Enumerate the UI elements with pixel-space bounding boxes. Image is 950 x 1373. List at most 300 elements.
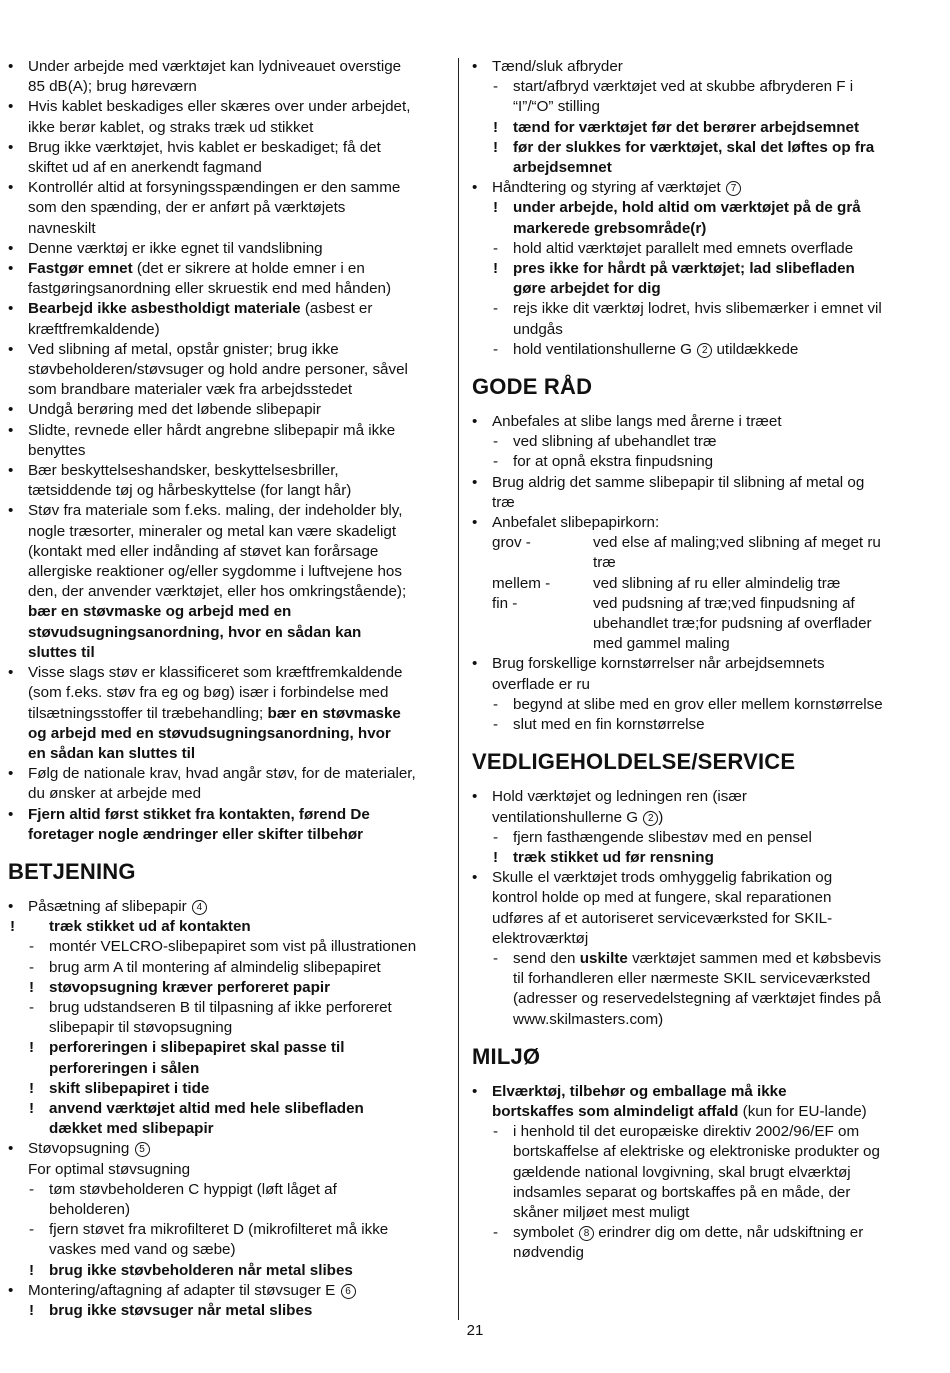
sub-item bbox=[472, 198, 914, 218]
bullet-marker: • bbox=[8, 138, 14, 156]
text-span: Anbefales at slibe langs med årerne i træet bbox=[492, 413, 782, 431]
text-span: overflade er ru bbox=[492, 675, 590, 693]
bullet-item bbox=[472, 178, 914, 198]
warning-marker: ! bbox=[29, 1039, 35, 1057]
column-divider bbox=[458, 58, 459, 1320]
text-line bbox=[472, 1183, 914, 1203]
dash-marker: - bbox=[29, 998, 35, 1016]
text-span: Hold værktøjet og ledningen ren (især bbox=[492, 788, 747, 806]
text-span: Undgå berøring med det løbende slibepapir bbox=[28, 401, 321, 419]
bullet-marker: • bbox=[8, 897, 14, 915]
dash-marker: - bbox=[493, 1224, 499, 1242]
bullet-marker: • bbox=[472, 1082, 478, 1100]
text-span: Fjern altid først stikket fra kontakten, førend De bbox=[28, 805, 370, 823]
text-span: skåner miljøet mest muligt bbox=[513, 1203, 690, 1221]
text-span: bortskaffes som almindeligt affald bbox=[492, 1102, 739, 1120]
text-line bbox=[472, 1243, 914, 1263]
text-line bbox=[472, 1203, 914, 1223]
text-span: nogle træsorter, mineraler og metal kan være skadeligt bbox=[28, 522, 397, 540]
text-line bbox=[472, 675, 914, 695]
bullet-marker: • bbox=[8, 805, 14, 823]
text-line bbox=[8, 219, 448, 239]
text-span: kontrol holde op med at fungere, skal reparationen bbox=[492, 889, 832, 907]
section-heading: VEDLIGEHOLDELSE/SERVICE bbox=[472, 749, 796, 775]
text-line bbox=[472, 219, 914, 239]
text-span: udføres af et autoriseret serviceværksted for SKIL- bbox=[492, 909, 833, 927]
warning-marker: ! bbox=[493, 138, 499, 156]
left-column bbox=[8, 57, 448, 1321]
figure-reference-number: 8 bbox=[579, 1226, 594, 1241]
text-span: brug ikke støvsuger når metal slibes bbox=[49, 1301, 313, 1319]
bullet-item bbox=[8, 299, 448, 319]
text-span: nødvendig bbox=[513, 1244, 584, 1262]
text-span: en sådan kan sluttes til bbox=[28, 744, 196, 762]
text-span: træk stikket ud af kontakten bbox=[49, 918, 251, 936]
text-line bbox=[472, 493, 914, 513]
text-line bbox=[8, 158, 448, 178]
text-span: træ bbox=[492, 493, 515, 511]
bullet-marker: • bbox=[8, 98, 14, 116]
bullet-marker: • bbox=[472, 179, 478, 197]
text-span: utildækkede bbox=[712, 340, 799, 358]
bullet-item bbox=[8, 340, 448, 360]
grit-row bbox=[472, 574, 914, 594]
text-span: indsamles separat og bortskaffes på en måde, der bbox=[513, 1183, 851, 1201]
text-span: værktøjet sammen med et købsbevis bbox=[627, 949, 882, 967]
sub-item bbox=[8, 937, 448, 957]
bullet-item bbox=[8, 805, 448, 825]
bullet-item bbox=[8, 178, 448, 198]
text-span: støvbeholderen/støvsuger og hold andre personer, såvel bbox=[28, 361, 408, 379]
text-line bbox=[8, 1119, 448, 1139]
text-line bbox=[8, 380, 448, 400]
text-span: uskilte bbox=[579, 949, 628, 967]
text-span: gældende national lovgivning, skal brugt elværktøj bbox=[513, 1163, 851, 1181]
dash-marker: - bbox=[493, 828, 499, 846]
sub-item bbox=[8, 1220, 448, 1240]
bullet-marker: • bbox=[472, 413, 478, 431]
grit-label: fin - bbox=[492, 594, 518, 612]
dash-marker: - bbox=[493, 300, 499, 318]
text-span: Følg de nationale krav, hvad angår støv, for de materialer, bbox=[28, 765, 416, 783]
sub-item bbox=[472, 695, 914, 715]
dash-marker: - bbox=[493, 78, 499, 96]
text-span: Anbefalet slibepapirkorn: bbox=[492, 514, 660, 532]
text-span: anvend værktøjet altid med hele slibefladen bbox=[49, 1099, 364, 1117]
section-heading: GODE RÅD bbox=[472, 374, 593, 400]
bullet-marker: • bbox=[8, 260, 14, 278]
figure-reference-number: 2 bbox=[643, 811, 658, 826]
text-span: for at opnå ekstra finpudsning bbox=[513, 453, 714, 471]
dash-marker: - bbox=[493, 949, 499, 967]
bullet-marker: • bbox=[8, 502, 14, 520]
text-span: Elværktøj, tilbehør og emballage må ikke bbox=[492, 1082, 787, 1100]
text-line bbox=[472, 1163, 914, 1183]
section-heading: MILJØ bbox=[472, 1043, 541, 1069]
text-line bbox=[8, 562, 448, 582]
sub-item bbox=[8, 1079, 448, 1099]
text-span: markerede grebsområde(r) bbox=[513, 219, 707, 237]
text-span: hold altid værktøjet parallelt med emnets overflade bbox=[513, 239, 854, 257]
warning-marker: ! bbox=[29, 1099, 35, 1117]
text-span: du ønsker at arbejde med bbox=[28, 785, 202, 803]
text-line bbox=[8, 1018, 448, 1038]
text-span: den, der anvender værktøjet, eller hos omkringstående); bbox=[28, 583, 407, 601]
text-line bbox=[8, 522, 448, 542]
text-line bbox=[8, 724, 448, 744]
text-span: tætsiddende tøj og hårbeskyttelse (for langt hår) bbox=[28, 482, 352, 500]
text-span: ikke berør kablet, og straks træk ud stikket bbox=[28, 118, 314, 136]
text-line bbox=[8, 623, 448, 643]
text-span: perforeringen i slibepapiret skal passe til bbox=[49, 1039, 345, 1057]
text-span: perforeringen i sålen bbox=[49, 1059, 200, 1077]
text-span: Brug forskellige kornstørrelser når arbejdsemnets bbox=[492, 655, 825, 673]
warning-marker: ! bbox=[493, 118, 499, 136]
sub-item bbox=[8, 1180, 448, 1200]
bullet-marker: • bbox=[8, 179, 14, 197]
bullet-marker: • bbox=[8, 300, 14, 318]
text-span: (som f.eks. støv fra eg og bøg) især i forbindelse med bbox=[28, 684, 389, 702]
text-line bbox=[8, 643, 448, 663]
grit-label: grov - bbox=[492, 534, 531, 552]
bullet-marker: • bbox=[472, 788, 478, 806]
sub-item bbox=[8, 998, 448, 1018]
text-line bbox=[472, 888, 914, 908]
spacer bbox=[472, 1030, 914, 1044]
text-span: til forhandleren eller nærmeste SKIL serviceværksted bbox=[513, 970, 871, 988]
bullet-marker: • bbox=[472, 514, 478, 532]
text-span: bortskaffelse af elektriske og elektroniske produkter og bbox=[513, 1143, 880, 1161]
page-number: 21 bbox=[466, 1322, 484, 1339]
bullet-item bbox=[472, 1082, 914, 1102]
text-line bbox=[8, 1160, 448, 1180]
bullet-marker: • bbox=[472, 869, 478, 887]
text-span: tøm støvbeholderen C hyppigt (løft låget af bbox=[49, 1180, 337, 1198]
sub-item bbox=[8, 1038, 448, 1058]
text-line bbox=[472, 279, 914, 299]
text-line bbox=[8, 542, 448, 562]
bullet-item bbox=[8, 663, 448, 683]
text-span: www.skilmasters.com) bbox=[513, 1010, 664, 1028]
text-line bbox=[8, 744, 448, 764]
text-line bbox=[8, 1059, 448, 1079]
sub-item bbox=[472, 1223, 914, 1243]
text-span: Slidte, revnede eller hårdt angrebne slibepapir må ikke bbox=[28, 421, 396, 439]
sub-item bbox=[472, 949, 914, 969]
sub-item bbox=[472, 1122, 914, 1142]
text-span: Støvopsugning bbox=[28, 1140, 134, 1158]
text-line bbox=[8, 198, 448, 218]
figure-reference-number: 7 bbox=[726, 181, 741, 196]
bullet-marker: • bbox=[472, 473, 478, 491]
grit-description: ved slibning af ru eller almindelig træ bbox=[593, 574, 841, 592]
sub-item bbox=[472, 452, 914, 472]
text-span: symbolet bbox=[513, 1224, 578, 1242]
bullet-item bbox=[8, 501, 448, 521]
sub-item bbox=[8, 1261, 448, 1281]
bullet-item bbox=[472, 787, 914, 807]
bullet-item bbox=[472, 513, 914, 533]
bullet-marker: • bbox=[8, 421, 14, 439]
bullet-marker: • bbox=[8, 462, 14, 480]
text-span: Bær beskyttelseshandsker, beskyttelsesbriller, bbox=[28, 462, 339, 480]
warning-marker: ! bbox=[493, 199, 499, 217]
text-line bbox=[8, 784, 448, 804]
text-span: 85 dB(A); brug høreværn bbox=[28, 78, 197, 96]
bullet-marker: • bbox=[472, 655, 478, 673]
text-span: fjern støvet fra mikrofilteret D (mikrofilteret må ikke bbox=[49, 1221, 389, 1239]
grit-description: ved else af maling;ved slibning af meget ru træ bbox=[593, 534, 881, 572]
text-line bbox=[8, 77, 448, 97]
sub-item bbox=[8, 1301, 448, 1321]
text-line bbox=[472, 808, 914, 828]
text-span: Støv fra materiale som f.eks. maling, der indeholder bly, bbox=[28, 502, 403, 520]
bullet-marker: • bbox=[8, 765, 14, 783]
right-column bbox=[472, 57, 914, 1264]
text-span: Håndtering og styring af værktøjet bbox=[492, 179, 725, 197]
bullet-marker: • bbox=[8, 340, 14, 358]
sub-item bbox=[8, 1099, 448, 1119]
text-span: tilsætningsstoffer til træbehandling; bbox=[28, 704, 268, 722]
grit-row bbox=[472, 594, 914, 655]
figure-reference-number: 6 bbox=[341, 1284, 356, 1299]
sub-item bbox=[472, 299, 914, 319]
text-span: (kontakt med eller indånding af støvet kan forårsage bbox=[28, 542, 379, 560]
bullet-item bbox=[8, 138, 448, 158]
text-span: Montering/aftagning af adapter til støvsuger E bbox=[28, 1281, 340, 1299]
bullet-item bbox=[8, 259, 448, 279]
warning-marker: ! bbox=[493, 260, 499, 278]
spacer bbox=[8, 885, 448, 897]
text-span: fjern fasthængende slibestøv med en pensel bbox=[513, 828, 812, 846]
text-line bbox=[8, 320, 448, 340]
bullet-marker: • bbox=[8, 58, 14, 75]
text-span: (det er sikrere at holde emner i en bbox=[132, 260, 365, 278]
text-line bbox=[8, 279, 448, 299]
sub-item bbox=[472, 828, 914, 848]
bullet-item bbox=[8, 239, 448, 259]
sub-item bbox=[472, 239, 914, 259]
text-line bbox=[472, 909, 914, 929]
spacer bbox=[472, 775, 914, 787]
dash-marker: - bbox=[493, 340, 499, 358]
text-line bbox=[472, 320, 914, 340]
text-line bbox=[472, 97, 914, 117]
bullet-marker: • bbox=[8, 1281, 14, 1299]
spacer bbox=[472, 1070, 914, 1082]
bullet-marker: • bbox=[472, 58, 478, 75]
text-span: som brandbare materialer væk fra arbejdsstedet bbox=[28, 381, 353, 399]
text-line bbox=[8, 602, 448, 622]
text-line bbox=[472, 989, 914, 1009]
text-span: brug ikke støvbeholderen når metal slibes bbox=[49, 1261, 353, 1279]
warning-marker: ! bbox=[29, 978, 35, 996]
text-span: start/afbryd værktøjet ved at skubbe afbryderen F i bbox=[513, 78, 854, 96]
text-span: For optimal støvsugning bbox=[28, 1160, 191, 1178]
figure-reference-number: 4 bbox=[192, 900, 207, 915]
dash-marker: - bbox=[29, 1221, 35, 1239]
grit-description: ved pudsning af træ;ved finpudsning af ubehandlet træ;for pudsning af overflader med gammel maling bbox=[593, 594, 872, 653]
text-span: skift slibepapiret i tide bbox=[49, 1079, 210, 1097]
text-span: og arbejd med en støvudsugningsanordning, hvor bbox=[28, 724, 391, 742]
bullet-item bbox=[8, 461, 448, 481]
bullet-item bbox=[8, 1139, 448, 1159]
dash-marker: - bbox=[493, 1123, 499, 1141]
text-span: elektroværktøj bbox=[492, 929, 589, 947]
text-span: dækket med slibepapir bbox=[49, 1120, 214, 1138]
text-span: ) bbox=[658, 808, 664, 826]
bullet-item bbox=[8, 421, 448, 441]
text-span: (asbest er bbox=[300, 300, 373, 318]
text-line bbox=[8, 118, 448, 138]
text-span: montér VELCRO-slibepapiret som vist på illustrationen bbox=[49, 938, 417, 956]
text-line bbox=[8, 582, 448, 602]
text-span: som den spænding, der er anført på værktøjets bbox=[28, 199, 346, 217]
warning-marker: ! bbox=[29, 1261, 35, 1279]
warning-marker: ! bbox=[10, 918, 16, 936]
sub-item bbox=[472, 118, 914, 138]
text-line bbox=[8, 481, 448, 501]
text-span: slibepapir til støvopsugning bbox=[49, 1019, 233, 1037]
text-line bbox=[472, 929, 914, 949]
bullet-item bbox=[472, 412, 914, 432]
spacer bbox=[472, 360, 914, 374]
text-span: skiftet ud af en anerkendt fagmand bbox=[28, 159, 262, 177]
sub-item bbox=[472, 715, 914, 735]
sub-item bbox=[472, 138, 914, 158]
text-span: Skulle el værktøjet trods omhyggelig fabrikation og bbox=[492, 869, 833, 887]
text-span: bær en støvmaske og arbejd med en bbox=[28, 603, 292, 621]
spacer bbox=[472, 735, 914, 749]
text-span: send den bbox=[513, 949, 580, 967]
text-span: benyttes bbox=[28, 441, 86, 459]
text-span: Brug aldrig det samme slibepapir til slibning af metal og bbox=[492, 473, 865, 491]
text-span: “I”/“O” stilling bbox=[513, 98, 600, 116]
text-span: hold ventilationshullerne G bbox=[513, 340, 697, 358]
spacer bbox=[8, 845, 448, 859]
text-span: kræftfremkaldende) bbox=[28, 320, 160, 338]
text-span: gøre arbejdet for dig bbox=[513, 280, 661, 298]
bullet-item bbox=[8, 764, 448, 784]
text-span: Under arbejde med værktøjet kan lydniveauet overstige bbox=[28, 58, 402, 75]
sub-item bbox=[472, 432, 914, 452]
text-span: (kun for EU-lande) bbox=[738, 1102, 867, 1120]
text-span: ventilationshullerne G bbox=[492, 808, 643, 826]
text-span: bær en støvmaske bbox=[267, 704, 401, 722]
text-span: (adresser og reservedelstegning af værktøjet findes på bbox=[513, 990, 882, 1008]
text-span: navneskilt bbox=[28, 219, 96, 237]
text-span: allergiske reaktioner og/eller sygdomme i luftvejene hos bbox=[28, 563, 402, 581]
text-line bbox=[8, 825, 448, 845]
text-span: Visse slags støv er klassificeret som kræftfremkaldende bbox=[28, 664, 403, 682]
dash-marker: - bbox=[493, 239, 499, 257]
text-line bbox=[472, 969, 914, 989]
dash-marker: - bbox=[493, 695, 499, 713]
bullet-item bbox=[8, 897, 448, 917]
text-span: Ved slibning af metal, opstår gnister; brug ikke bbox=[28, 340, 339, 358]
text-span: erindrer dig om dette, når udskiftning er bbox=[594, 1224, 864, 1242]
text-line bbox=[8, 360, 448, 380]
dash-marker: - bbox=[29, 1180, 35, 1198]
text-line bbox=[8, 441, 448, 461]
sub-item bbox=[8, 958, 448, 978]
text-span: ved slibning af ubehandlet træ bbox=[513, 433, 717, 451]
text-span: i henhold til det europæiske direktiv 2002/96/EF om bbox=[513, 1123, 860, 1141]
text-span: vaskes med vand og sæbe) bbox=[49, 1241, 236, 1259]
section-heading: BETJENING bbox=[8, 858, 136, 884]
dash-marker: - bbox=[493, 433, 499, 451]
dash-marker: - bbox=[29, 958, 35, 976]
text-span: pres ikke for hårdt på værktøjet; lad slibefladen bbox=[513, 260, 855, 278]
text-span: træk stikket ud før rensning bbox=[513, 848, 714, 866]
bullet-item bbox=[472, 868, 914, 888]
dash-marker: - bbox=[29, 938, 35, 956]
text-span: Fastgør emnet bbox=[28, 260, 133, 278]
bullet-marker: • bbox=[8, 1140, 14, 1158]
sub-item bbox=[8, 978, 448, 998]
text-span: Denne værktøj er ikke egnet til vandslibning bbox=[28, 239, 323, 257]
grit-label: mellem - bbox=[492, 574, 551, 592]
text-span: arbejdsemnet bbox=[513, 159, 612, 177]
bullet-item bbox=[8, 1281, 448, 1301]
text-line bbox=[8, 683, 448, 703]
spacer bbox=[472, 400, 914, 412]
text-line bbox=[8, 1200, 448, 1220]
text-span: begynd at slibe med en grov eller mellem kornstørrelse bbox=[513, 695, 883, 713]
bullet-marker: • bbox=[8, 664, 14, 682]
text-span: under arbejde, hold altid om værktøjet på de grå bbox=[513, 199, 861, 217]
text-line bbox=[8, 704, 448, 724]
text-line bbox=[472, 158, 914, 178]
bullet-item bbox=[8, 400, 448, 420]
text-span: foretager nogle ændringer eller skifter tilbehør bbox=[28, 825, 364, 843]
text-span: Kontrollér altid at forsyningsspændingen er den samme bbox=[28, 179, 401, 197]
bullet-item bbox=[8, 97, 448, 117]
text-span: Hvis kablet beskadiges eller skæres over under arbejdet, bbox=[28, 98, 411, 116]
text-span: støvopsugning kræver perforeret papir bbox=[49, 978, 331, 996]
bullet-marker: • bbox=[8, 401, 14, 419]
text-line bbox=[472, 1142, 914, 1162]
bullet-item bbox=[472, 654, 914, 674]
figure-reference-number: 2 bbox=[697, 343, 712, 358]
text-span: støvudsugningsanordning, hvor en sådan kan bbox=[28, 623, 362, 641]
warning-marker: ! bbox=[493, 848, 499, 866]
text-span: undgås bbox=[513, 320, 563, 338]
text-span: Tænd/sluk afbryder bbox=[492, 58, 623, 75]
dash-marker: - bbox=[493, 453, 499, 471]
text-line bbox=[472, 1010, 914, 1030]
text-span: Bearbejd ikke asbestholdigt materiale bbox=[28, 300, 301, 318]
sub-item bbox=[472, 848, 914, 868]
sub-item bbox=[8, 917, 448, 937]
text-span: brug arm A til montering af almindelig slibepapiret bbox=[49, 958, 381, 976]
warning-marker: ! bbox=[29, 1301, 35, 1319]
bullet-marker: • bbox=[8, 239, 14, 257]
text-span: rejs ikke dit værktøj lodret, hvis slibemærker i emnet vil bbox=[513, 300, 882, 318]
text-span: sluttes til bbox=[28, 643, 95, 661]
sub-item bbox=[472, 77, 914, 97]
dash-marker: - bbox=[493, 716, 499, 734]
text-span: Påsætning af slibepapir bbox=[28, 897, 191, 915]
text-span: Brug ikke værktøjet, hvis kablet er beskadiget; få det bbox=[28, 138, 381, 156]
text-span: beholderen) bbox=[49, 1200, 131, 1218]
sub-item bbox=[472, 259, 914, 279]
bullet-item bbox=[8, 57, 448, 77]
text-span: tænd for værktøjet før det berører arbejdsemnet bbox=[513, 118, 860, 136]
grit-row bbox=[472, 533, 914, 573]
sub-item bbox=[472, 340, 914, 360]
figure-reference-number: 5 bbox=[135, 1142, 150, 1157]
